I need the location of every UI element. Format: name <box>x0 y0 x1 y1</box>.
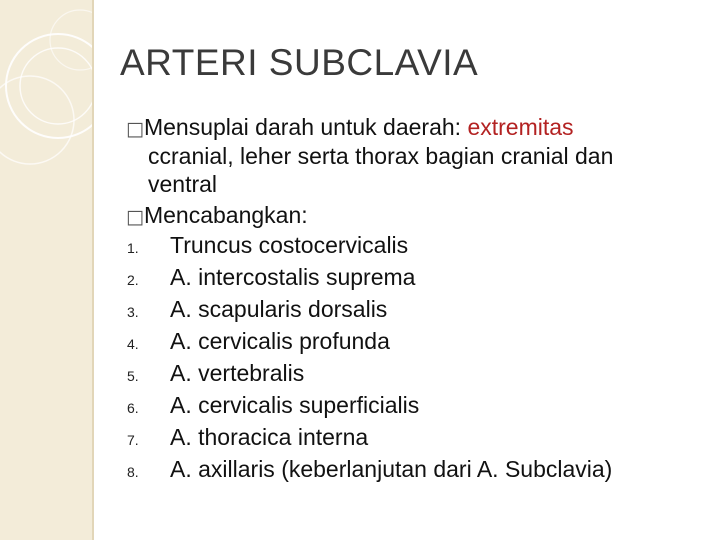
bullet-text: Mensuplai darah untuk daerah: <box>143 114 468 140</box>
list-number: 6. <box>127 400 139 416</box>
list-number: 5. <box>127 368 139 384</box>
bullet-text: Mencabangkan: <box>143 202 308 228</box>
bullet-continuation: ventral <box>148 171 218 197</box>
decorative-sidebar <box>0 0 92 540</box>
square-bullet-icon: □ <box>126 118 144 140</box>
bullet-item <box>126 200 308 233</box>
square-bullet-icon: □ <box>126 206 144 228</box>
list-item: Truncus costocervicalis <box>170 232 409 258</box>
list-item: A. intercostalis suprema <box>170 264 416 290</box>
list-number: 8. <box>127 464 139 480</box>
list-number: 3. <box>127 304 139 320</box>
list-number: 7. <box>127 432 139 448</box>
list-number: 1. <box>127 240 139 256</box>
list-item: A. vertebralis <box>170 360 305 386</box>
list-number: 2. <box>127 272 139 288</box>
list-item: A. scapularis dorsalis <box>170 296 388 322</box>
bullet-continuation: ccranial, leher serta thorax bagian cranial dan <box>148 143 614 169</box>
list-item: A. cervicalis profunda <box>170 328 390 354</box>
circle-ornament-icon <box>0 0 92 540</box>
slide-title: ARTERI SUBCLAVIA <box>120 42 479 83</box>
list-item: A. axillaris (keberlanjutan dari A. Subclavia) <box>170 456 613 482</box>
list-item: A. cervicalis superficialis <box>170 392 420 418</box>
bullet-highlight-text: extremitas <box>467 114 574 140</box>
sidebar-divider <box>92 0 94 540</box>
list-number: 4. <box>127 336 139 352</box>
list-item: A. thoracica interna <box>170 424 369 450</box>
